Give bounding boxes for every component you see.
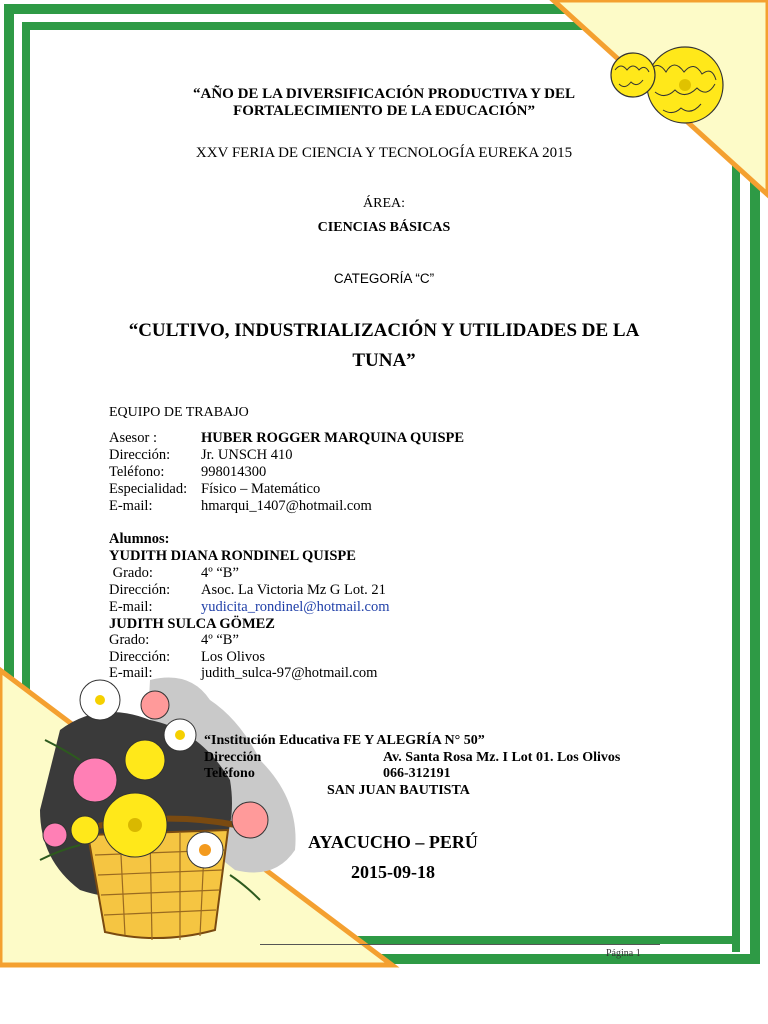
footer-rule (260, 944, 660, 945)
flower-icon (647, 47, 723, 123)
flower-icon (164, 719, 196, 751)
institution-address-label: Dirección (204, 750, 262, 765)
date: 2015-09-18 (351, 862, 435, 882)
category: CATEGORÍA “C” (333, 271, 435, 286)
student-1-address: Asoc. La Victoria Mz G Lot. 21 (201, 582, 386, 598)
student-2-grade-label: Grado: (109, 632, 150, 648)
team-heading: EQUIPO DE TRABAJO (109, 405, 249, 420)
student-2-address-label: Dirección: (109, 649, 171, 665)
advisor-specialty: Físico – Matemático (201, 481, 321, 497)
institution-phone: 066-312191 (383, 766, 451, 781)
institution-district: SAN JUAN BAUTISTA (327, 783, 470, 798)
flower-icon (43, 823, 67, 847)
year-motto-line2: FORTALECIMIENTO DE LA EDUCACIÓN” (233, 103, 535, 119)
institution-name: “Institución Educativa FE Y ALEGRÍA N° 50” (204, 733, 485, 748)
project-title-line2: TUNA” (352, 350, 416, 371)
advisor-name: HUBER ROGGER MARQUINA QUISPE (201, 430, 465, 446)
student-2-address: Los Olivos (201, 649, 266, 665)
advisor-email: hmarqui_1407@hotmail.com (201, 498, 372, 514)
advisor-phone: 998014300 (201, 464, 267, 480)
students-heading: Alumnos: (109, 531, 170, 547)
advisor-address: Jr. UNSCH 410 (201, 447, 293, 463)
flower-icon (73, 758, 117, 802)
student-1-email-link[interactable]: yudicita_rondinel@hotmail.com (201, 599, 390, 615)
student-2-email-label: E-mail: (109, 665, 153, 681)
corner-flower-basket-bottom-left (0, 660, 400, 970)
area-value: CIENCIAS BÁSICAS (317, 220, 451, 235)
flower-icon (80, 680, 120, 720)
flower-icon (125, 740, 165, 780)
student-2-email: judith_sulca-97@hotmail.com (201, 665, 378, 681)
student-1-address-label: Dirección: (109, 582, 171, 598)
student-2-grade: 4º “B” (201, 632, 239, 648)
advisor-sep: : (153, 430, 158, 446)
institution-address: Av. Santa Rosa Mz. I Lot 01. Los Olivos (383, 750, 621, 765)
student-1-email-label: E-mail: (109, 599, 153, 615)
advisor-address-label: Dirección: (109, 447, 171, 463)
student-1-name: YUDITH DIANA RONDINEL QUISPE (109, 548, 356, 564)
page-number: Página 1 (606, 948, 641, 959)
advisor-phone-label: Teléfono: (109, 464, 165, 480)
area-label: ÁREA: (363, 196, 405, 211)
year-motto-line1: “AÑO DE LA DIVERSIFICACIÓN PRODUCTIVA Y DEL (192, 86, 575, 102)
advisor-email-label: E-mail: (109, 498, 153, 514)
project-title-line1: “CULTIVO, INDUSTRIALIZACIÓN Y UTILIDADES DE LA (128, 320, 640, 341)
student-2-name: JUDITH SULCA GÖMEZ (109, 616, 275, 632)
student-1-grade: 4º “B” (201, 565, 239, 581)
student-1-grade-label: Grado: (109, 565, 153, 581)
advisor-specialty-label: Especialidad: (109, 481, 188, 497)
flower-icon (187, 832, 223, 868)
advisor-label: Asesor (109, 430, 150, 446)
place: AYACUCHO – PERÚ (308, 832, 478, 852)
institution-phone-label: Teléfono (204, 766, 255, 781)
flower-icon (141, 691, 169, 719)
fair-name: XXV FERIA DE CIENCIA Y TECNOLOGÍA EUREKA 2015 (195, 145, 573, 161)
flower-icon (103, 793, 167, 857)
flower-icon (71, 816, 99, 844)
